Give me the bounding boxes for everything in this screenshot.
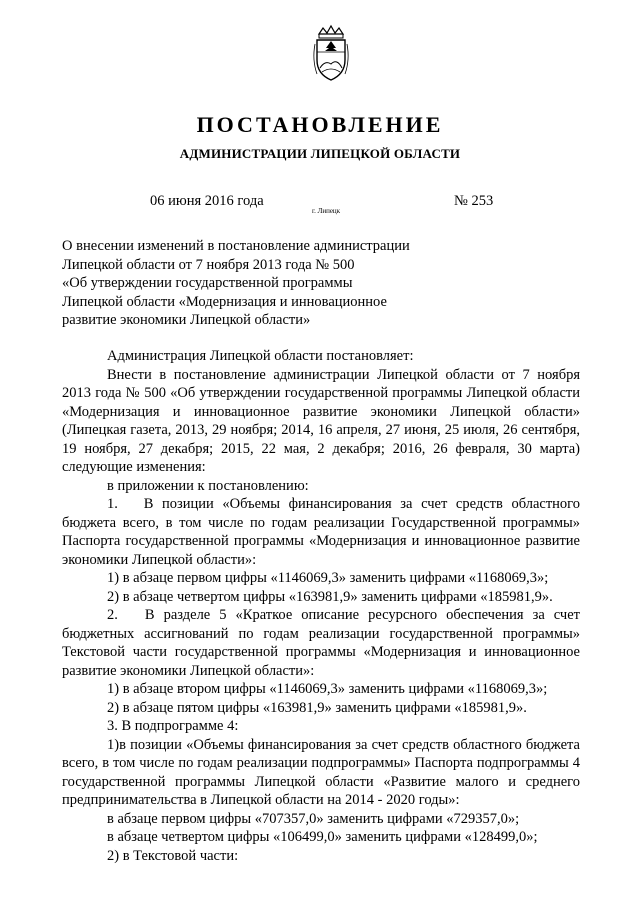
heading-line: развитие экономики Липецкой области» (62, 312, 311, 328)
body-paragraph: 1)в позиции «Объемы финансирования за счет средств областного бюджета всего, в том числе по годам реализации подпрограммы» Паспорта подпрограммы 4 государственной программы Липецкой области «Развитие малого и среднего предпринимательства в Липецкой области на 2014 - 2020 годы»: (62, 736, 580, 808)
document-title: ПОСТАНОВЛЕНИЕ (196, 112, 444, 137)
document-body (62, 347, 580, 865)
body-paragraph: в абзаце четвертом цифры «106499,0» заменить цифрами «128499,0»; (107, 829, 538, 845)
document-place: г. Липецк (312, 207, 341, 215)
body-paragraph: в приложении к постановлению: (107, 477, 309, 494)
body-paragraph: в абзаце первом цифры «707357,0» заменить цифрами «729357,0»; (107, 810, 520, 827)
document-subtitle: АДМИНИСТРАЦИИ ЛИПЕЦКОЙ ОБЛАСТИ (179, 146, 461, 161)
body-paragraph: 2. В разделе 5 «Краткое описание ресурсного обеспечения за счет бюджетных ассигнований по годам реализации государственной программы» Текстовой части государственной программы «Модернизация и инновационное развитие экономики Липецкой области»: (62, 607, 580, 679)
heading-line: Липецкой области «Модернизация и инновационное (62, 293, 387, 310)
body-paragraph: 1. В позиции «Объемы финансирования за счет средств областного бюджета всего, в том числе по годам реализации Государственной программы» Паспорта государственной программы «Модернизация и инновационное развитие экономики Липецкой области»: (62, 496, 580, 568)
body-paragraph: 2) в абзаце четвертом цифры «163981,9» заменить цифрами «185981,9». (107, 588, 553, 605)
heading-line: О внесении изменений в постановление администрации (62, 238, 410, 254)
heading-line: Липецкой области от 7 ноября 2013 года № 500 (62, 256, 355, 273)
body-paragraph: 1) в абзаце втором цифры «1146069,3» заменить цифрами «1168069,3»; (107, 681, 548, 697)
document-heading (62, 237, 482, 330)
coat-of-arms-icon (311, 24, 351, 86)
heading-line: «Об утверждении государственной программы (62, 275, 353, 291)
body-paragraph: 2) в Текстовой части: (107, 847, 239, 864)
body-paragraph: 2) в абзаце пятом цифры «163981,9» заменить цифрами «185981,9». (107, 699, 527, 716)
body-paragraph: 1) в абзаце первом цифры «1146069,3» заменить цифрами «1168069,3»; (107, 570, 549, 586)
body-paragraph: Внести в постановление администрации Липецкой области от 7 ноября 2013 года № 500 «Об утверждении государственной программы Липецкой области «Модернизация и инновационное развитие экономики Липецкой области» (Липецкая газета, 2013, 29 ноября; 2014, 16 апреля, 27 июня, 25 июля, 26 сентября, 19 ноября, 27 декабря; 2015, 22 мая, 2 декабря; 2016, 26 февраля, 30 марта) следующие изменения: (62, 366, 580, 475)
document-date: 06 июня 2016 года (150, 193, 264, 209)
document-number: № 253 (454, 193, 494, 209)
body-paragraph: Администрация Липецкой области постановляет: (107, 348, 414, 364)
body-paragraph: 3. В подпрограмме 4: (107, 718, 239, 734)
